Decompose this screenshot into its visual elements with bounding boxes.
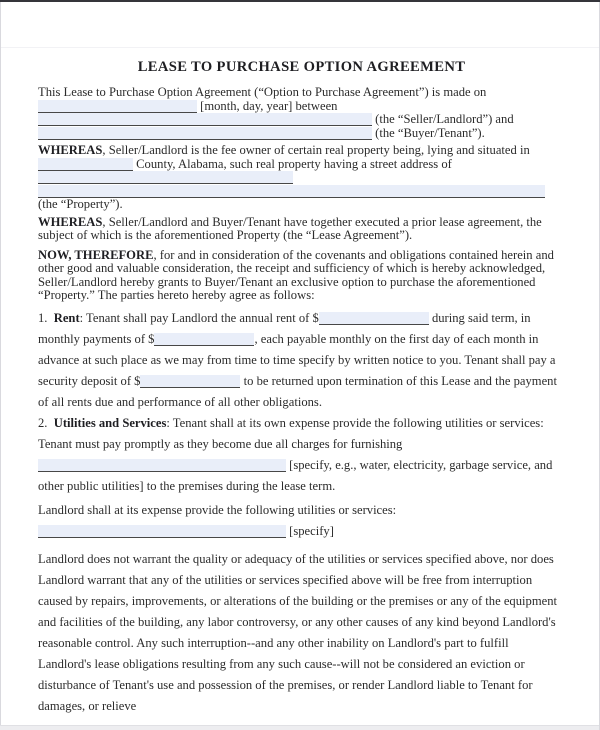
utilities-clause-text1: : Tenant shall at its own expense provide the following utilities or services: [166, 415, 544, 430]
landlord-utilities-paragraph [38, 500, 565, 542]
document-content [0, 48, 600, 717]
whereas-lease-paragraph [38, 216, 565, 243]
street-address-blank-line1[interactable] [38, 171, 293, 184]
page-top-margin [0, 2, 600, 48]
utilities-clause-number: 2. [38, 415, 54, 430]
intro-buyer-suffix: (the “Buyer/Tenant”). [372, 125, 485, 140]
whereas-owner-paragraph [38, 144, 565, 212]
buyer-name-blank[interactable] [38, 127, 372, 140]
date-blank[interactable] [38, 100, 197, 113]
landlord-utilities-blank[interactable] [38, 525, 286, 538]
warranty-paragraph [38, 549, 565, 717]
rent-clause-paragraph [38, 308, 565, 413]
whereas-lease-text: , Seller/Landlord and Buyer/Tenant have together executed a prior lease agreement, the subject of which is the aforementioned Property (the “Lease Agreement”). [38, 214, 542, 242]
tenant-utilities-blank[interactable] [38, 459, 286, 472]
intro-text-line1: This Lease to Purchase Option Agreement (“Option to Purchase Agreement”) is made on [38, 85, 487, 99]
security-deposit-blank[interactable] [140, 375, 240, 388]
county-blank[interactable] [38, 158, 133, 171]
utilities-clause-paragraph [38, 413, 565, 497]
seller-name-blank[interactable] [38, 113, 372, 126]
utilities-clause-text2: Tenant must pay promptly as they become due all charges for furnishing [38, 436, 403, 451]
rent-clause-lead: Rent [53, 310, 80, 325]
intro-seller-suffix: (the “Seller/Landlord”) and [372, 112, 514, 126]
utilities-clause-lead: Utilities and Services [53, 415, 167, 430]
landlord-utilities-text1: Landlord shall at its expense provide the following utilities or services: [38, 502, 397, 517]
whereas-owner-text1: , Seller/Landlord is the fee owner of certain real property being, lying and situated in [102, 143, 530, 157]
now-therefore-text: , for and in consideration of the covenants and obligations contained herein and other good and valuable consideration, the receipt and sufficiency of which is hereby acknowledged, Seller/Landlord hereby grants to Buyer/Tenant an exclusive option to purchase the aforementioned “Property.” The parties hereto hereby agree as follows: [38, 247, 554, 302]
now-therefore-lead: NOW, THEREFORE [38, 247, 154, 262]
rent-clause-text2: during said term, in monthly payments of $ [38, 310, 531, 346]
annual-rent-blank[interactable] [319, 312, 429, 325]
document-title: LEASE TO PURCHASE OPTION AGREEMENT [137, 59, 466, 75]
intro-date-suffix: [month, day, year] between [197, 98, 338, 113]
now-therefore-paragraph [38, 249, 565, 303]
utilities-clause-text3: [specify, e.g., water, electricity, garbage service, and other public utilities] to the premises during the lease term. [38, 457, 553, 493]
warranty-text: Landlord does not warrant the quality or adequacy of the utilities or services specified above, nor does Landlord warrant that any of the utilities or services specified above will be free from interruption caused by repairs, improvements, or alterations of the building or the premises or any of the equipment and facilities of the building, any labor controversy, or any other causes of any kind beyond Landlord's reasonable control. Any such interruption--and any other inability on Landlord's part to fulfill Landlord's lease obligations resulting from any such cause--will not be considered an eviction or disturbance of Tenant's use and possession of the premises, or render Landlord liable to Tenant for damages, or relieve [38, 551, 558, 713]
monthly-payment-blank[interactable] [154, 333, 254, 346]
rent-clause-text3: , each payable monthly on the first day of each month in advance at such place as we may from time to time specify by written notice to you. Tenant shall pay a security deposit of $ [38, 331, 556, 388]
whereas-owner-lead: WHEREAS [38, 143, 103, 157]
intro-paragraph [38, 86, 565, 140]
whereas-lease-lead: WHEREAS [38, 214, 103, 229]
page-bottom-edge [0, 725, 600, 730]
landlord-utilities-text2: [specify] [286, 523, 334, 538]
rent-clause-text1: : Tenant shall pay Landlord the annual rent of $ [79, 310, 319, 325]
rent-clause-number: 1. [38, 310, 54, 325]
property-label: (the “Property”). [38, 197, 123, 211]
whereas-owner-text2: County, Alabama, such real property having a street address of [133, 156, 452, 171]
rent-clause-text4: to be returned upon termination of this Lease and the payment of all rents due and performance of all other obligations. [38, 373, 557, 409]
street-address-blank-line2[interactable] [38, 185, 545, 198]
